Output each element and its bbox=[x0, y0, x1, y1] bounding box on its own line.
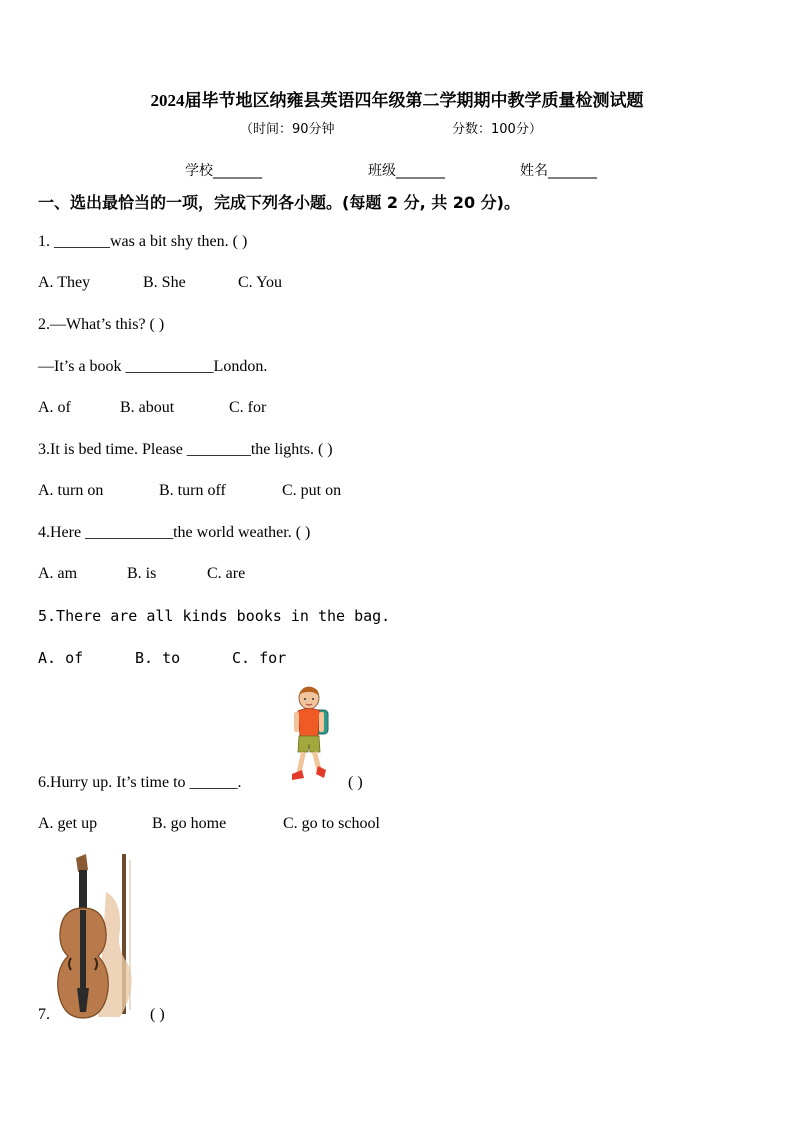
option-b: B. to bbox=[135, 649, 181, 667]
option-c: C. for bbox=[232, 649, 287, 667]
question-3-options bbox=[38, 482, 341, 500]
page-title: 2024届毕节地区纳雍县英语四年级第二学期期中教学质量检测试题 bbox=[150, 91, 644, 110]
question-1: 1. _______was a bit shy then. ( ) bbox=[38, 233, 248, 250]
option-a: A. turn on bbox=[38, 482, 104, 499]
exam-time: （时间：90分钟 bbox=[240, 122, 335, 137]
question-6-options bbox=[38, 815, 380, 833]
question-2-options bbox=[38, 399, 266, 417]
name-field: 姓名_______ bbox=[520, 163, 597, 179]
question-7-answer-bracket: ( ) bbox=[150, 1006, 165, 1023]
question-5: 5.There are all kinds books in the bag. bbox=[38, 607, 391, 625]
option-b: B. is bbox=[127, 565, 157, 582]
option-c: C. are bbox=[207, 565, 246, 582]
exam-score: 分数：100分） bbox=[452, 122, 542, 137]
option-c: C. put on bbox=[282, 482, 342, 499]
school-field: 学校_______ bbox=[185, 163, 262, 179]
violin-illustration bbox=[50, 852, 142, 1022]
option-b: B. She bbox=[143, 274, 186, 291]
option-a: A. of bbox=[38, 399, 71, 416]
option-b: B. go home bbox=[152, 815, 227, 832]
option-b: B. turn off bbox=[159, 482, 226, 499]
question-7: 7. bbox=[38, 1006, 50, 1023]
option-c: C. You bbox=[238, 274, 283, 291]
question-3: 3.It is bed time. Please ________the lights. ( ) bbox=[38, 441, 333, 458]
question-2-line-2: —It’s a book ___________London. bbox=[38, 358, 268, 375]
boy-with-backpack-illustration bbox=[282, 686, 336, 788]
section-heading: 一、选出最恰当的一项，完成下列各小题。(每题 2 分, 共 20 分)。 bbox=[38, 193, 520, 212]
question-6-answer-bracket: ( ) bbox=[348, 774, 363, 791]
question-2: 2.—What’s this? ( ) bbox=[38, 316, 165, 333]
option-c: C. go to school bbox=[283, 815, 380, 832]
option-b: B. about bbox=[120, 399, 175, 416]
option-a: A. They bbox=[38, 274, 91, 291]
option-a: A. am bbox=[38, 565, 78, 582]
question-4-options bbox=[38, 565, 245, 583]
class-field: 班级_______ bbox=[368, 163, 445, 179]
question-6: 6.Hurry up. It’s time to ______. bbox=[38, 774, 242, 791]
option-c: C. for bbox=[229, 399, 267, 416]
question-4: 4.Here ___________the world weather. ( ) bbox=[38, 524, 311, 541]
question-1-options bbox=[38, 274, 282, 292]
question-5-options bbox=[38, 649, 286, 667]
option-a: A. get up bbox=[38, 815, 98, 832]
option-a: A. of bbox=[38, 649, 84, 667]
